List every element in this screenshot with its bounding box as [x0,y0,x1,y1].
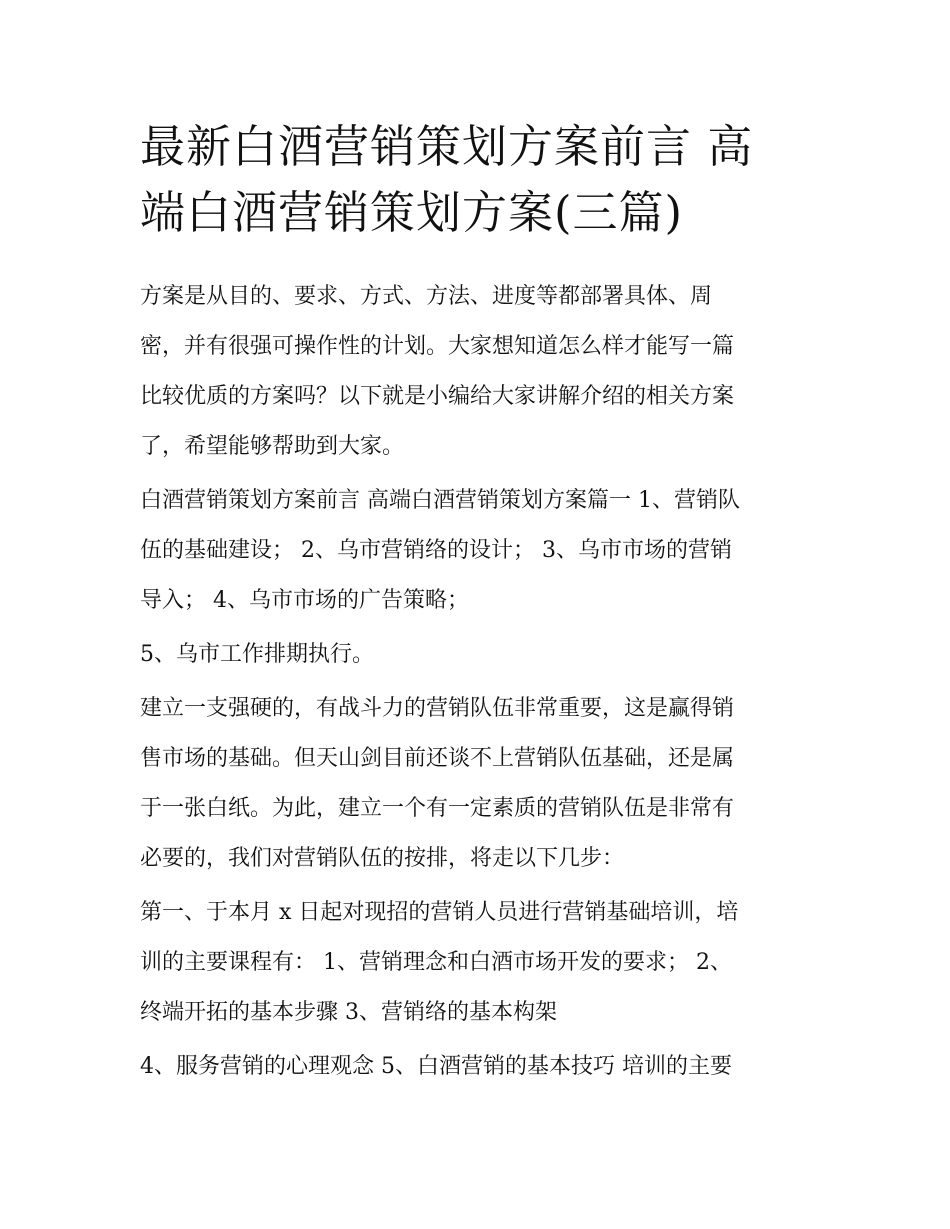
paragraph-item-5 [140,630,830,680]
text-line: 售市场的基础。但天山剑目前还谈不上营销队伍基础，还是属 [140,746,735,771]
paragraph-courses [140,1042,830,1092]
paragraph-intro [140,272,830,472]
text-line: 4、服务营销的心理观念 5、白酒营销的基本技巧 培训的主要 [140,1054,732,1079]
text-line: 终端开拓的基本步骤 3、营销络的基本构架 [140,1000,557,1025]
text-line: 于一张白纸。为此，建立一个有一定素质的营销队伍是非常有 [140,796,735,821]
text-line: 建立一支强硬的，有战斗力的营销队伍非常重要，这是赢得销 [140,696,735,721]
text-line: 必要的，我们对营销队伍的按排，将走以下几步： [140,846,625,871]
text-line: 比较优质的方案吗？以下就是小编给大家讲解介绍的相关方案 [140,384,735,409]
document-title [140,114,840,246]
paragraph-team [140,684,830,884]
text-line: 白酒营销策划方案前言 高端白酒营销策划方案篇一 1、营销队 [140,488,740,513]
text-line: 密，并有很强可操作性的计划。大家想知道怎么样才能写一篇 [140,334,735,359]
text-line: 导入； 4、乌市市场的广告策略； [140,588,469,613]
paragraph-outline [140,476,830,626]
text-line: 了，希望能够帮助到大家。 [140,434,405,459]
text-line: 伍的基础建设； 2、乌市营销络的设计； 3、乌市市场的营销 [140,538,732,563]
text-line: 训的主要课程有： 1、营销理念和白酒市场开发的要求； 2、 [140,950,732,975]
text-line: 5、乌市工作排期执行。 [140,642,374,667]
paragraph-training [140,888,830,1038]
title-line: 最新白酒营销策划方案前言 高 [140,120,754,173]
text-line: 第一、于本月 x 日起对现招的营销人员进行营销基础培训，培 [140,900,739,925]
document-body [140,272,830,1096]
title-line: 端白酒营销策划方案(三篇) [140,186,684,239]
text-line: 方案是从目的、要求、方式、方法、进度等都部署具体、周 [140,284,713,309]
